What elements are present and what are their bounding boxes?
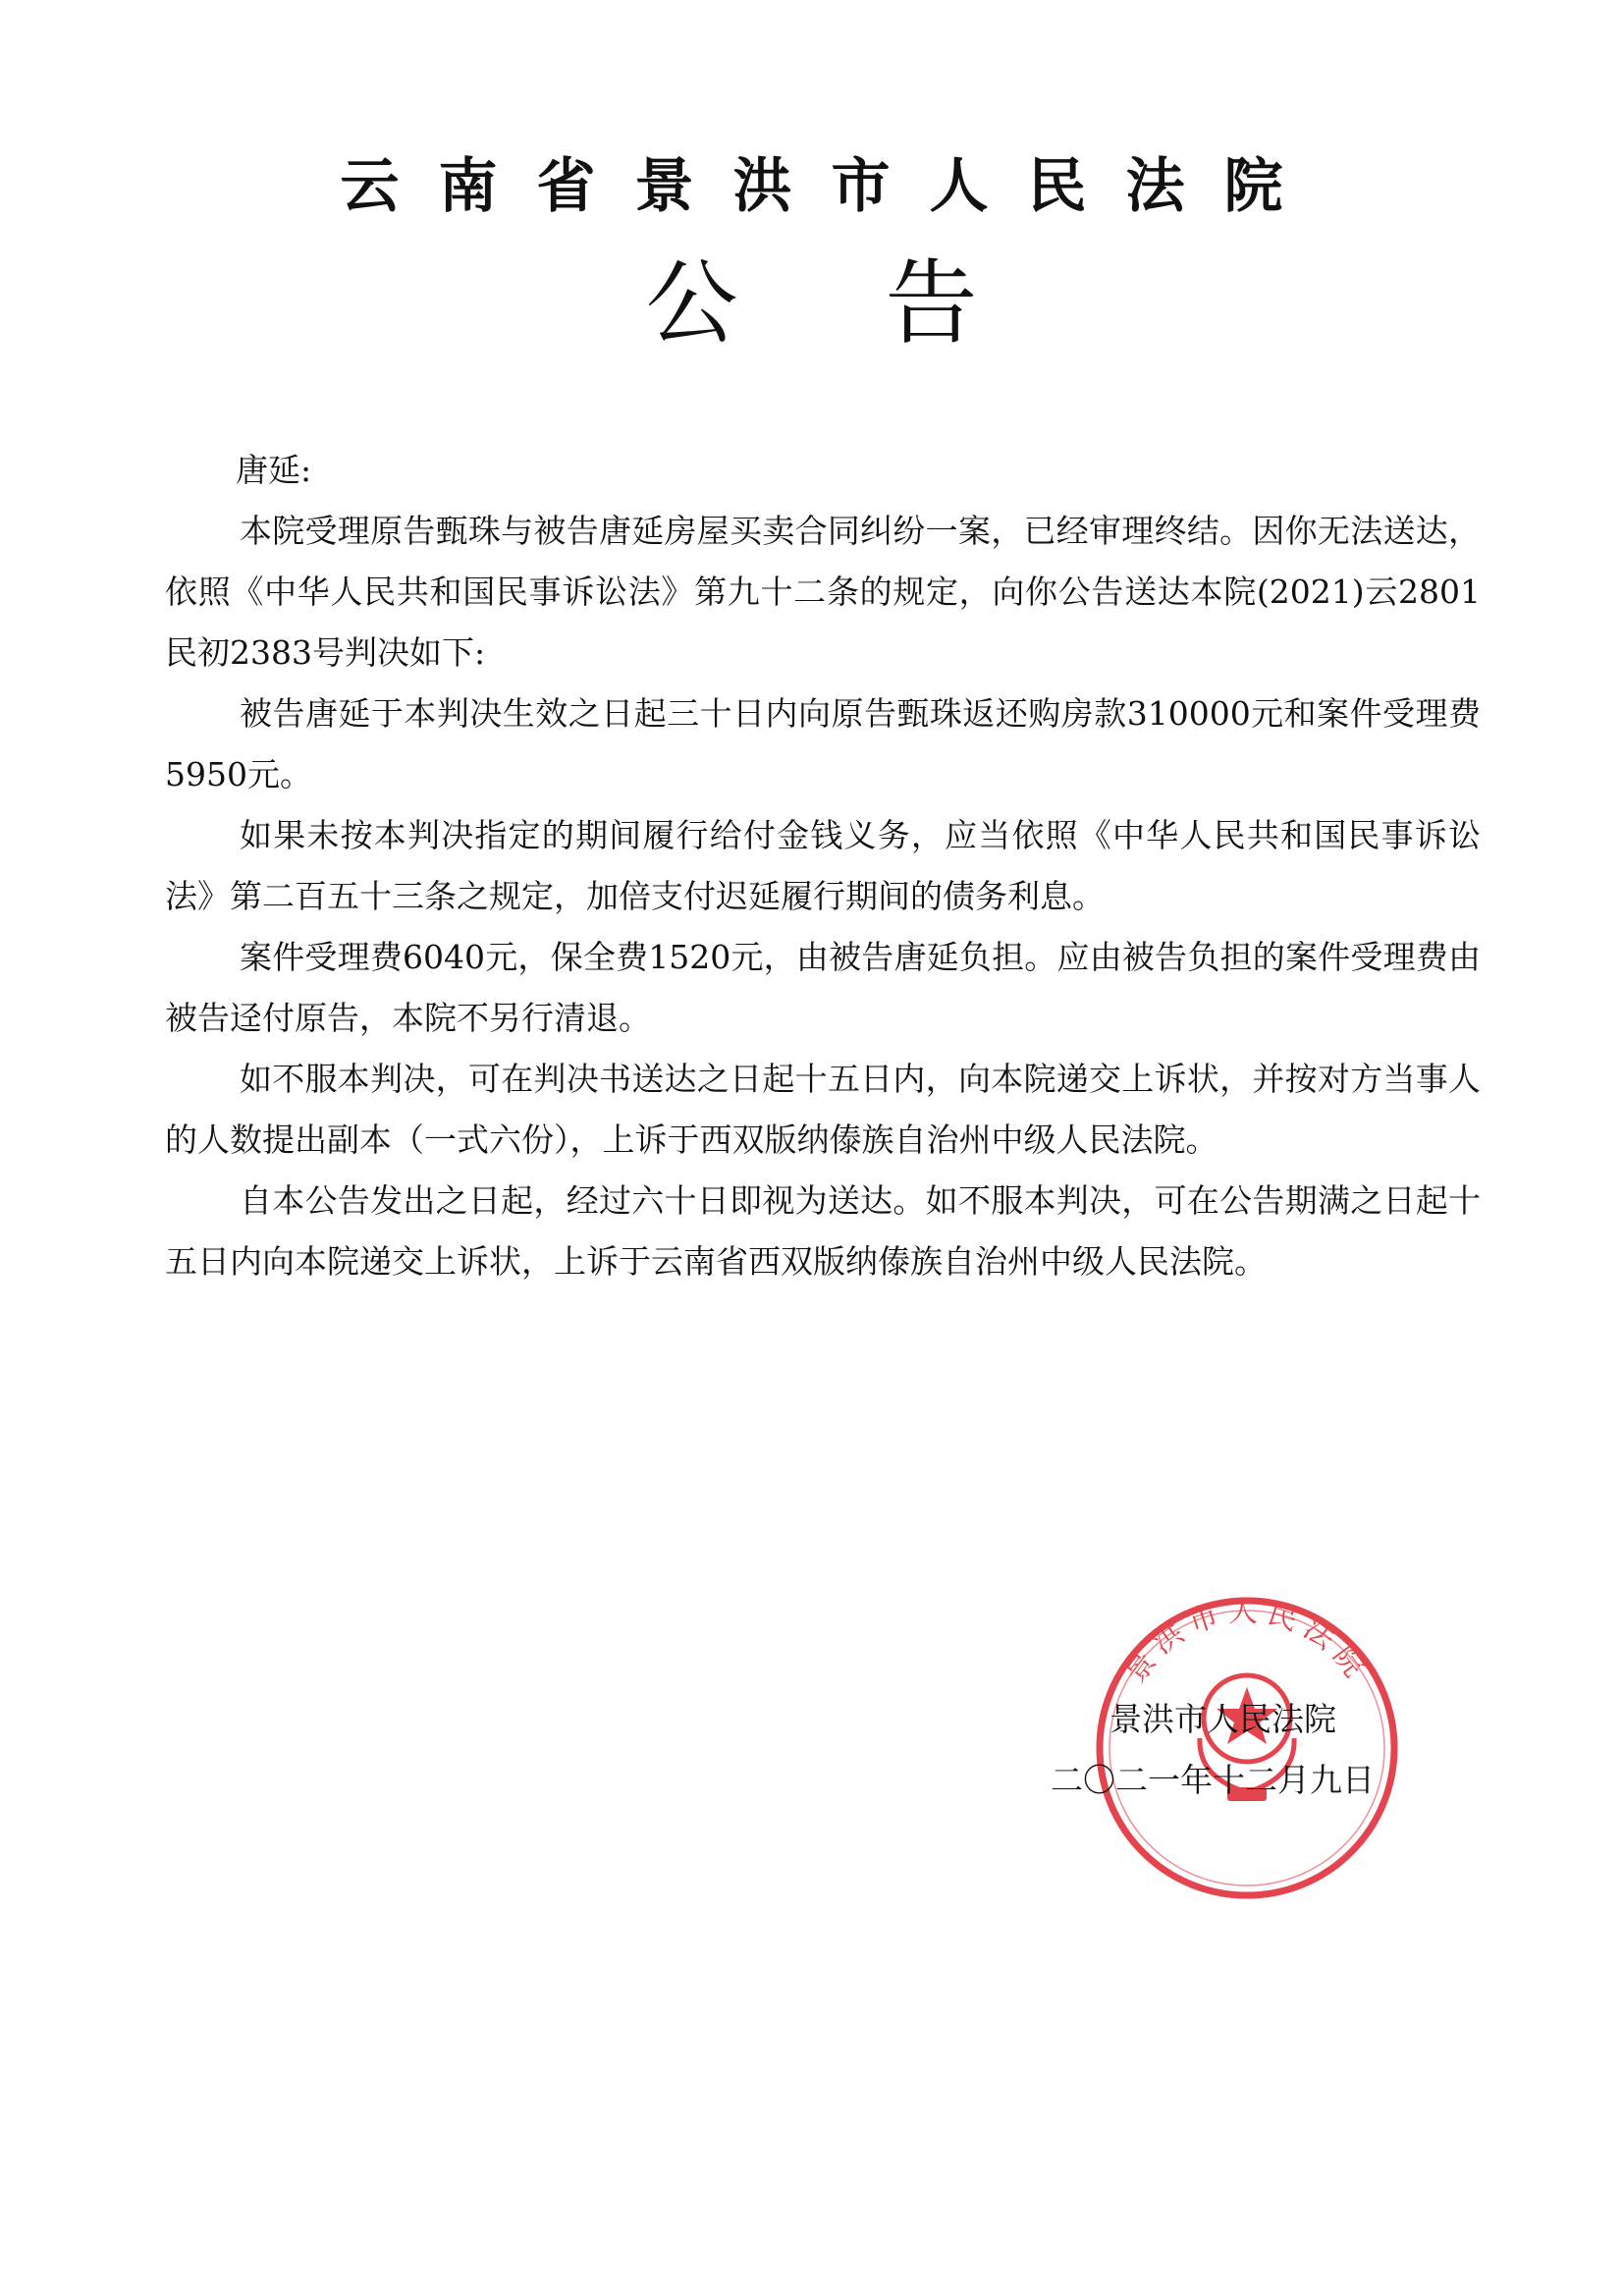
notice-title: 公告 <box>645 250 1125 357</box>
paragraph-1: 本院受理原告甄珠与被告唐延房屋买卖合同纠纷一案，已经审理终结。因你无法送达，依照《中华人民共和国民事诉讼法》第九十二条的规定，向你公告送达本院(2021)云2801民初2383号判决如下: <box>165 512 1481 672</box>
paragraph-4: 案件受理费6040元，保全费1520元，由被告唐延负担。应由被告负担的案件受理费由被告迳付原告，本院不另行清退。 <box>165 938 1481 1037</box>
signature-block <box>1051 1689 1463 1811</box>
notice-body <box>165 440 1481 1292</box>
paragraph-2: 被告唐延于本判决生效之日起三十日内向原告甄珠返还购房款310000元和案件受理费5950元。 <box>165 694 1481 793</box>
paragraph-5: 如不服本判决，可在判决书送达之日起十五日内，向本院递交上诉状，并按对方当事人的人数提出副本（一式六份），上诉于西双版纳傣族自治州中级人民法院。 <box>165 1060 1481 1159</box>
addressee: 唐延: <box>236 451 312 489</box>
signature-date: 二〇二一年十二月九日 <box>1051 1761 1375 1799</box>
paragraph-6: 自本公告发出之日起，经过六十日即视为送达。如不服本判决，可在公告期满之日起十五日内向本院递交上诉状，上诉于云南省西双版纳傣族自治州中级人民法院。 <box>165 1181 1481 1281</box>
seal-arc-text: 景洪市人民法院 <box>1117 1595 1377 1690</box>
signature-court: 景洪市人民法院 <box>1109 1700 1336 1738</box>
court-name-heading: 云南省景洪市人民法院 <box>340 152 1323 221</box>
paragraph-3: 如果未按本判决指定的期间履行给付金钱义务，应当依照《中华人民共和国民事诉讼法》第二百五十三条之规定，加倍支付迟延履行期间的债务利息。 <box>165 816 1481 915</box>
